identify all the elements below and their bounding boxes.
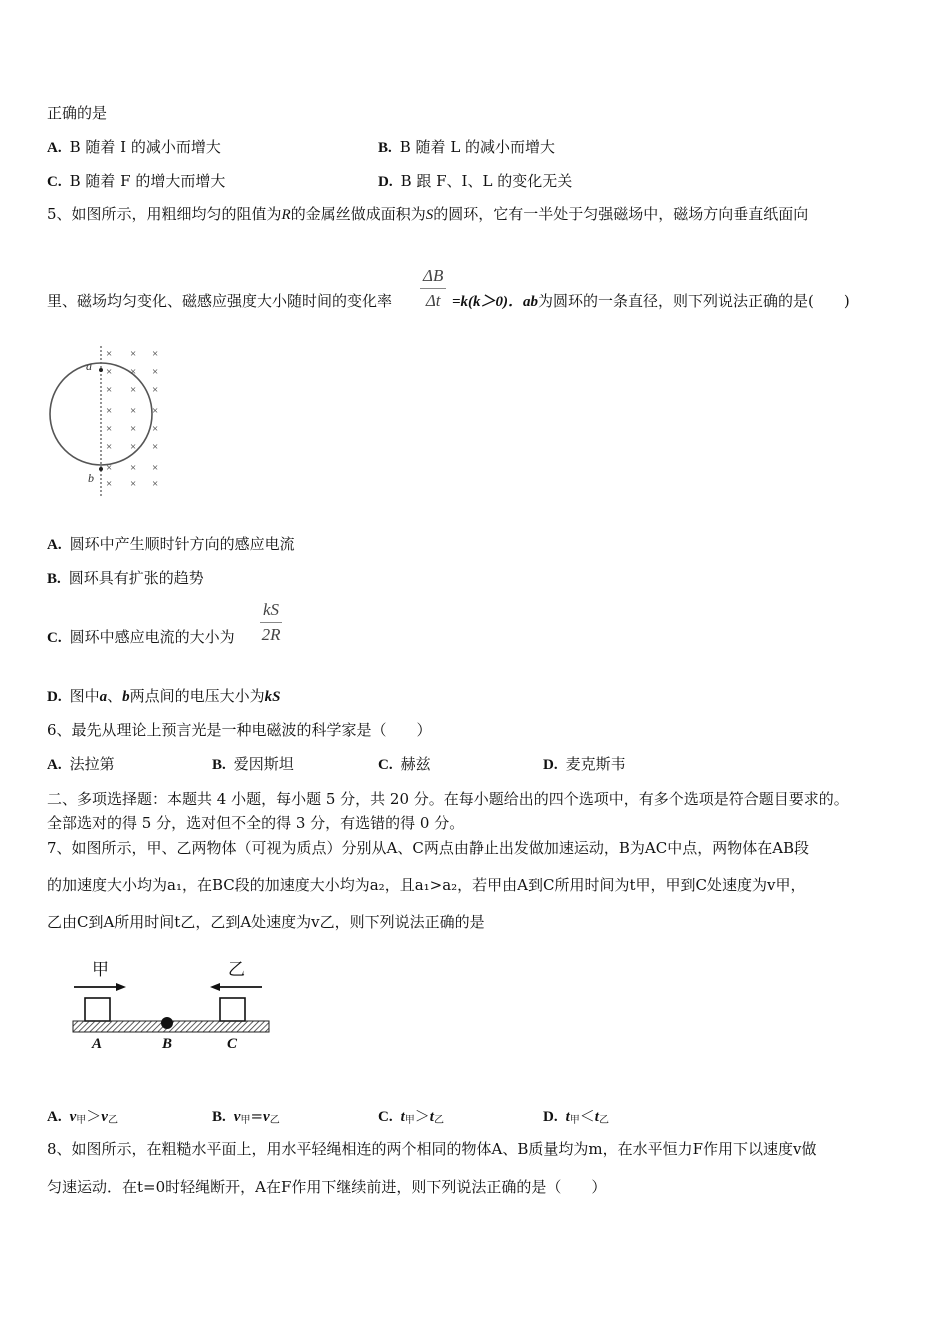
q7-option-a: A. $v_甲>v_乙$: [47, 1107, 118, 1126]
svg-text:×: ×: [152, 441, 159, 453]
q6-option-b: B. 爱因斯坦: [212, 755, 294, 773]
q7-option-c: C. $t_甲>t_乙$: [378, 1107, 444, 1126]
svg-text:×: ×: [152, 405, 159, 417]
svg-text:×: ×: [130, 423, 137, 435]
q4-option-c: C. B 随着 F 的增大而增大: [47, 172, 226, 190]
svg-text:×: ×: [106, 405, 113, 417]
q5-stem-line1: 5、如图所示，用粗细均匀的阻值为R的金属丝做成面积为S的圆环，它有一半处于匀强磁场中，磁场方向垂直纸面向: [47, 205, 809, 223]
q5-ring-field-figure: [44, 344, 174, 499]
q5-option-b: B. 圆环具有扩张的趋势: [47, 569, 204, 587]
q5-option-a: A. 圆环中产生顺时针方向的感应电流: [47, 535, 295, 553]
q4-option-d: D. B 跟 F、I、L 的变化无关: [378, 172, 573, 190]
svg-text:C: C: [227, 1036, 238, 1052]
svg-text:×: ×: [152, 462, 159, 474]
svg-text:×: ×: [130, 348, 137, 360]
section2-header-line1: 二、多项选择题：本题共 4 小题，每小题 5 分，共 20 分。在每小题给出的四个选项中，有多个选项是符合题目要求的。: [47, 790, 849, 808]
svg-text:×: ×: [130, 384, 137, 396]
q5-rate-fraction: $\frac{\Delta B}{\Delta t}$: [420, 264, 446, 313]
q6-option-a: A. 法拉第: [47, 755, 115, 773]
q7-option-b: B. $v_甲=v_乙$: [212, 1107, 280, 1126]
field-cross-icons: [106, 348, 158, 490]
svg-text:×: ×: [106, 462, 113, 474]
q5-stem-line2-tail: =k(k＞0)．ab为圆环的一条直径，则下列说法正确的是( ): [452, 292, 850, 310]
q6-stem: 6、最先从理论上预言光是一种电磁波的科学家是（ ）: [47, 721, 432, 739]
midpoint-b-dot: [161, 1017, 173, 1029]
svg-text:×: ×: [106, 423, 113, 435]
svg-text:×: ×: [106, 478, 113, 490]
svg-text:×: ×: [130, 478, 137, 490]
q6-option-c: C. 赫兹: [378, 755, 431, 773]
svg-text:×: ×: [106, 441, 113, 453]
q5-option-d: D. 图中a、b两点间的电压大小为kS: [47, 687, 281, 705]
svg-text:×: ×: [152, 366, 159, 378]
q8-stem-line1: 8、如图所示，在粗糙水平面上，用水平轻绳相连的两个相同的物体A、B质量均为m，在水平恒力F作用下以速度v做: [47, 1140, 817, 1158]
svg-text:×: ×: [106, 348, 113, 360]
svg-text:A: A: [92, 1036, 103, 1052]
q7-stem-line3: 乙由C到A所用时间t乙，乙到A处速度为v乙，则下列说法正确的是: [47, 913, 485, 931]
q8-stem-line2: 匀速运动．在t=0时轻绳断开，A在F作用下继续前进，则下列说法正确的是（ ）: [47, 1178, 607, 1196]
svg-text:乙: 乙: [228, 960, 245, 979]
q6-option-d: D. 麦克斯韦: [543, 755, 626, 773]
svg-text:×: ×: [152, 384, 159, 396]
svg-text:×: ×: [130, 405, 137, 417]
svg-text:×: ×: [152, 478, 159, 490]
q5-stem-line2: 里、磁场均匀变化、磁感应强度大小随时间的变化率: [47, 292, 393, 310]
svg-text:×: ×: [152, 348, 159, 360]
svg-text:×: ×: [106, 384, 113, 396]
q4-option-a: A. B 随着 I 的减小而增大: [47, 138, 221, 156]
svg-text:甲: 甲: [92, 960, 109, 979]
q7-stem-line2: 的加速度大小均为a₁，在BC段的加速度大小均为a₂，且a₁>a₂，若甲由A到C所用时间为t甲，甲到C处速度为v甲，: [47, 876, 806, 894]
q7-option-d: D. $t_甲<t_乙$: [543, 1107, 609, 1126]
q7-stem-line1: 7、如图所示，甲、乙两物体（可视为质点）分别从A、C两点由静止出发做加速运动，B为AC中点，两物体在AB段: [47, 839, 810, 857]
q5-current-fraction: $\frac{kS}{2R}$: [261, 600, 281, 644]
svg-text:B: B: [162, 1036, 173, 1052]
svg-text:×: ×: [106, 366, 113, 378]
q7-track-figure: [70, 955, 275, 1055]
q4-option-b: B. B 随着 L 的减小而增大: [378, 138, 556, 156]
q5-option-c: C. 圆环中感应电流的大小为: [47, 628, 235, 646]
svg-text:×: ×: [130, 462, 137, 474]
block-jia: [85, 998, 110, 1021]
block-yi: [220, 998, 245, 1021]
svg-text:a: a: [86, 359, 92, 373]
svg-text:×: ×: [130, 366, 137, 378]
svg-text:×: ×: [130, 441, 137, 453]
svg-text:×: ×: [152, 423, 159, 435]
q4-stem-end: 正确的是: [47, 104, 108, 122]
section2-header-line2: 全部选对的得 5 分，选对但不全的得 3 分，有选错的得 0 分。: [47, 814, 465, 832]
svg-text:b: b: [88, 471, 94, 485]
